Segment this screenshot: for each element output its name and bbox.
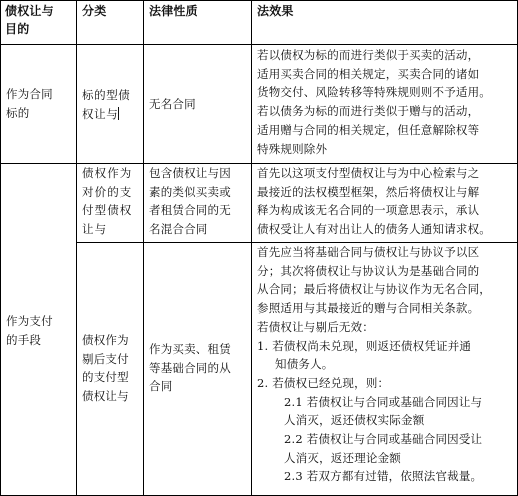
table-left-border [0,0,1,496]
row2-sub2-category: 债权作为 剔后支付 的支付型 债权让与 [82,333,129,404]
header-category: 分类 [82,4,107,18]
col-divider-3 [251,0,252,496]
header-bottom-border [0,44,518,45]
text-cursor [118,107,119,120]
row1-effect: 若以债权为标的而进行类似于买卖的活动， 适用买卖合同的相关规定，买卖合同的诸如 货物交付、风险转移等特殊规则则不予适用。 若以债务为标的而进行类似于赠与的活动， 适用赠与合同的相关规定，但任意解除权等 特殊规则除外 [257,48,491,156]
row2-sub1-nature: 包含债权让与因 素的类似买卖或 者租赁合同的无 名混合合同 [149,166,231,237]
col-divider-2 [143,0,144,496]
row2-sub2-nature: 作为买卖、租赁 等基础合同的从 合同 [149,342,231,394]
header-purpose: 债权让与 目的 [5,4,54,36]
header-effect: 法效果 [257,4,294,18]
row2-sub2-effect: 首先应当将基础合同与债权让与协议予以区 分；其次将债权让与协议认为是基础合同的 从合同；最后将债权让与协议作为无名合同， 参照适用与其最接近的赠与合同相关条款。 若债权让与剔后无效： 1. 若债权尚未兑现，则返还债权凭证并通 知债务人。 2. 若债权已经兑现，则： 2.1 若债权让与合同或基础合同因让与 人消灭，返还债权实际金额 2.2 若债权让与合同或基础合同因受让 人消灭，返还理论金额 2.3 若双方都有过错，依照法官裁量。 [257,245,491,484]
row2-purpose: 作为支付 的手段 [6,314,53,347]
row1-purpose: 作为合同 标的 [6,87,53,120]
col-divider-1 [76,0,77,496]
header-nature: 法律性质 [149,4,198,18]
row2-sub1-effect: 首先以这项支付型债权让与为中心检索与之 最接近的法权模型框架，然后将债权让与解 释为构成该无名合同的一项意思表示，承认 债权受让人有对出让人的债务人通知请求权。 [257,166,491,237]
row1-nature: 无名合同 [149,97,196,111]
row2-sub1-category: 债权作为 对价的支 付型债权 让与 [82,166,133,237]
table-top-border [0,0,518,1]
row1-category[interactable]: 标的型债 权让与 [82,88,131,121]
